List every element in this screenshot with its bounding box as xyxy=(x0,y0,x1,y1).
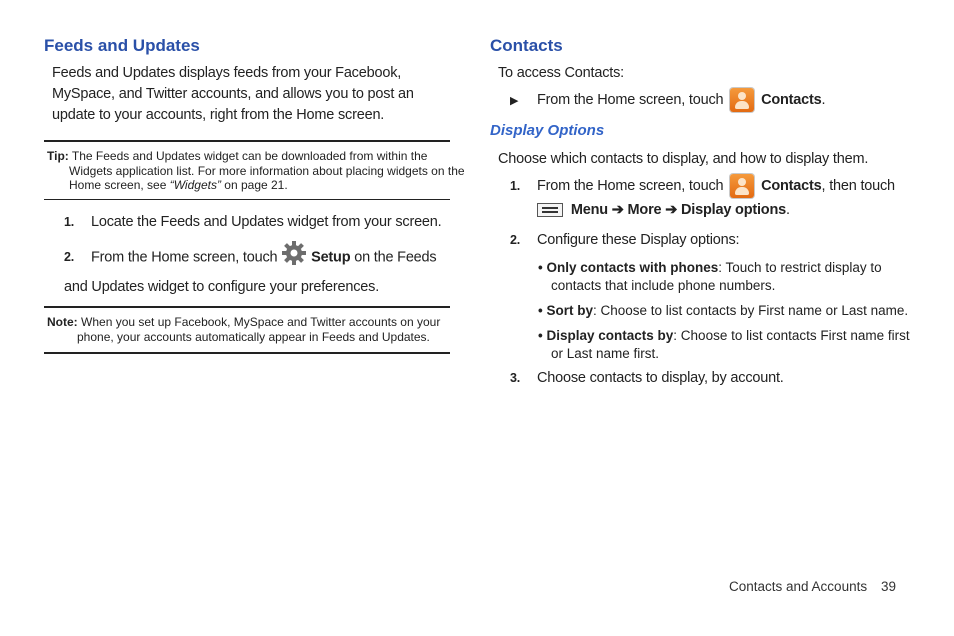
right-step-2 xyxy=(510,230,930,251)
tip-bottom-rule xyxy=(44,199,450,200)
contacts-label: Contacts xyxy=(761,92,822,108)
right-step-3 xyxy=(510,368,930,389)
setup-label: Setup xyxy=(311,249,351,266)
feeds-intro: Feeds and Updates displays feeds from your Facebook, MySpace, and Twitter accounts, and allows you to post an update to your accounts, right from the Home screen. xyxy=(52,65,414,123)
step-text: Locate the Feeds and Updates widget from your screen. xyxy=(91,214,442,230)
option-label: Sort by xyxy=(546,303,594,318)
right-step-1 xyxy=(510,173,930,199)
contacts-app-icon xyxy=(730,174,754,198)
access-contacts-text: To access Contacts: xyxy=(498,65,624,81)
more-label: More xyxy=(627,202,662,218)
step-number: 3. xyxy=(510,371,521,385)
step-text: From the Home screen, touch xyxy=(537,178,724,194)
step-text: From the Home screen, touch xyxy=(91,249,278,266)
step-number: 1. xyxy=(64,215,75,229)
option-only-contacts xyxy=(538,259,911,295)
step-number: 1. xyxy=(510,179,521,193)
step-text: Choose contacts to display, by account. xyxy=(537,370,784,386)
option-text: : Choose to list contacts by First name or Last name. xyxy=(593,303,909,318)
step-number: 2. xyxy=(64,250,75,265)
step-text-end: . xyxy=(821,92,826,108)
option-display-contacts-by xyxy=(538,327,911,363)
tip-text-end: on page 21. xyxy=(220,178,288,192)
step-text: Configure these Display options: xyxy=(537,232,740,248)
step-text-end: on the Feeds and Updates widget to configure your preferences. xyxy=(64,249,437,295)
menu-key-icon xyxy=(537,203,563,217)
contacts-heading: Contacts xyxy=(490,36,563,55)
tip-box xyxy=(47,149,471,193)
step-number: 2. xyxy=(510,233,521,247)
left-step-2 xyxy=(64,240,454,300)
step-text-end: . xyxy=(786,202,790,218)
option-text: : Touch to restrict display to contacts that include phone numbers. xyxy=(551,260,882,293)
tip-text: The Feeds and Updates widget can be downloaded from within the Widgets application list. For more information about placing widgets on the Home screen, see xyxy=(69,149,465,192)
note-top-rule xyxy=(44,306,450,308)
tip-reference: “Widgets” xyxy=(169,178,221,192)
option-label: Only contacts with phones xyxy=(546,260,719,275)
note-bottom-rule xyxy=(44,352,450,354)
footer-section-title: Contacts and Accounts xyxy=(729,579,868,594)
note-label: Note: xyxy=(47,315,78,329)
contacts-app-icon xyxy=(730,88,754,112)
step-text-mid: , then touch xyxy=(821,178,895,194)
contacts-label: Contacts xyxy=(761,178,822,194)
display-options-label: Display options xyxy=(681,202,786,218)
arrow-icon: ➔ xyxy=(665,202,678,218)
tip-label: Tip: xyxy=(47,149,69,163)
access-step xyxy=(510,87,930,114)
menu-label: Menu xyxy=(570,202,608,218)
bullet: • xyxy=(538,303,543,318)
tip-top-rule xyxy=(44,140,450,142)
right-step-1-menu-path xyxy=(537,200,937,221)
triangle-bullet-icon: ▶ xyxy=(510,95,519,107)
left-step-1 xyxy=(64,212,454,233)
display-options-intro: Choose which contacts to display, and how to display them. xyxy=(498,151,869,167)
arrow-icon: ➔ xyxy=(611,202,624,218)
note-text: When you set up Facebook, MySpace and Twitter accounts on your phone, your accounts automatically appear in Feeds and Updates. xyxy=(77,315,441,344)
step-text: From the Home screen, touch xyxy=(537,92,724,108)
display-options-subheading: Display Options xyxy=(490,122,605,139)
bullet: • xyxy=(538,328,543,343)
bullet: • xyxy=(538,260,543,275)
option-sort-by xyxy=(538,302,911,320)
option-label: Display contacts by xyxy=(546,328,674,343)
option-text: : Choose to list contacts First name first or Last name first. xyxy=(551,328,910,361)
page-number: 39 xyxy=(881,579,897,594)
feeds-updates-heading: Feeds and Updates xyxy=(44,36,200,55)
note-box xyxy=(47,315,479,344)
gear-icon xyxy=(281,240,307,275)
